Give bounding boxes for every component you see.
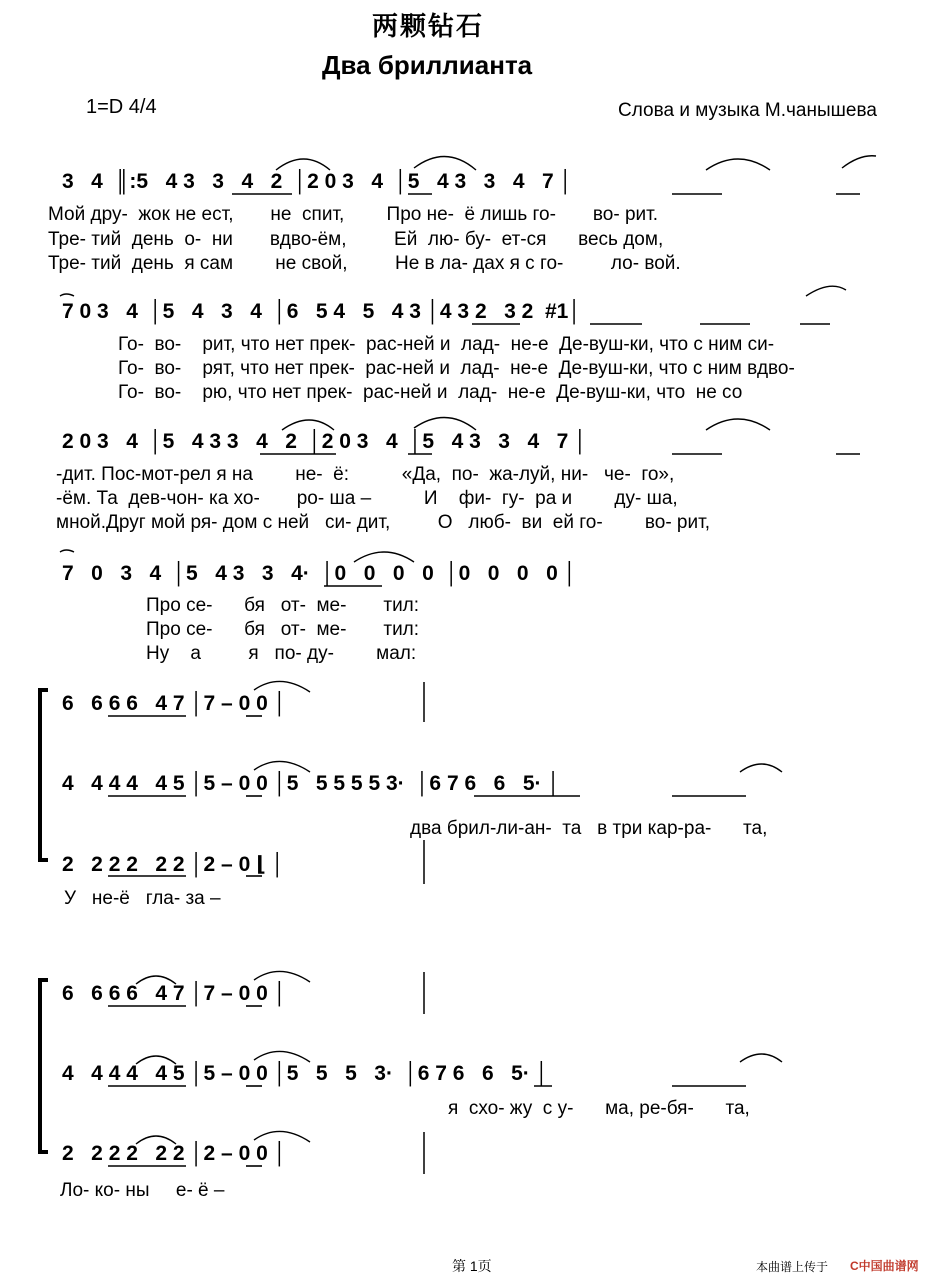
- title-russian: Два бриллианта: [322, 50, 533, 80]
- notes-system-4: 7 0 3 4 │5 4 3 3 4· │0 0 0 0 │0 0 0 0 │: [62, 562, 577, 585]
- tie: [842, 156, 876, 168]
- site-name: 中国曲谱网: [858, 1259, 919, 1273]
- tie: [740, 1054, 782, 1062]
- chorus-2-part-2-lyric: я схо- жу с у- ма, ре-бя- та,: [448, 1098, 750, 1119]
- lyric-system-1-verse-1: Мой дру- жок не ест, не спит, Про не- ё лишь го- во- рит.: [48, 204, 658, 225]
- tie: [706, 419, 770, 430]
- tie: [254, 1051, 310, 1062]
- tie: [354, 552, 414, 562]
- chorus-2-part-3-lyric: Ло- ко- ны е- ё –: [60, 1180, 225, 1201]
- notes-system-1: 3 4 ║:5 4 3 3 4 2 │2 0 3 4 │5 4 3 3 4 7 │: [62, 170, 573, 193]
- lyric-system-1-verse-3: Тре- тий день я сам не свой, Не в ла- дах я с го- ло- вой.: [48, 253, 681, 274]
- lyric-system-3-verse-2: -ём. Та дев-чон- ка хо- ро- ша – И фи- гу- ра и ду- ша,: [56, 488, 678, 509]
- tie: [740, 764, 782, 772]
- tie: [136, 976, 176, 984]
- tie: [136, 1056, 176, 1064]
- tie: [254, 971, 310, 982]
- tie: [254, 681, 310, 692]
- chorus-2-part-3-notes: 2 2 2 2 2 2 │2 – 0 0 │: [62, 1142, 287, 1165]
- lyric-system-4-verse-2: Про се- бя от- ме- тил:: [146, 619, 420, 640]
- chorus-1-part-2-lyric: два брил-ли-ан- та в три кар-ра- та,: [410, 818, 768, 839]
- lyric-system-4-verse-1: Про се- бя от- ме- тил:: [146, 595, 420, 616]
- site-logo: [850, 1257, 919, 1274]
- lyric-system-3-verse-3: мной.Друг мой ря- дом с ней си- дит, О люб- ви ей го- во- рит,: [56, 512, 710, 533]
- chorus-1-part-3-notes: 2 2 2 2 2 2 │2 – 0 ⌊ │: [62, 853, 285, 876]
- tie: [136, 1136, 176, 1144]
- logo-icon: C: [850, 1259, 859, 1273]
- tie: [806, 286, 846, 296]
- credit-line: Слова и музыка М.чанышева: [618, 100, 877, 121]
- tie: [276, 159, 330, 170]
- lyric-system-2-verse-3: Го- во- рю, что нет прек- рас-ней и лад- не-е Де-вуш-ки, что не со: [118, 382, 743, 403]
- tie: [254, 1131, 310, 1142]
- chorus-1-part-3-lyric: У не-ё гла- за –: [64, 888, 221, 909]
- notes-system-2: 7 0 3 4 │5 4 3 4 │6 5 4 5 4 3 │4 3 2 3 2 #1│: [62, 300, 582, 323]
- lyric-system-3-verse-1: -дит. Пос-мот-рел я на не- ё: «Да, по- жа-луй, ни- че- го»,: [56, 464, 675, 485]
- chorus-1-part-2-notes: 4 4 4 4 4 5 │5 – 0 0 │5 5 5 5 5 3· │6 7 6 6 5· │: [62, 772, 561, 795]
- title-chinese: 两颗钻石: [372, 12, 485, 42]
- page-number: 第 1页: [452, 1258, 492, 1274]
- tie: [706, 159, 770, 170]
- chorus-2-bracket: [40, 980, 48, 1152]
- chorus-2-part-1-notes: 6 6 6 6 4 7 │7 – 0 0 │: [62, 982, 287, 1005]
- tie: [254, 761, 310, 772]
- tie: [414, 156, 476, 170]
- lyric-system-1-verse-2: Тре- тий день о- ни вдво-ём, Ей лю- бу- ет-ся весь дом,: [48, 229, 664, 250]
- tie: [60, 550, 74, 552]
- key-time-signature: 1=D 4/4: [86, 96, 157, 118]
- chorus-1-part-1-notes: 6 6 6 6 4 7 │7 – 0 0 │: [62, 692, 287, 715]
- lyric-system-4-verse-3: Ну а я по- ду- мал:: [146, 643, 417, 664]
- tie: [414, 417, 476, 430]
- tie: [282, 420, 334, 430]
- chorus-2-part-2-notes: 4 4 4 4 4 5 │5 – 0 0 │5 5 5 3· │6 7 6 6 5· │: [62, 1062, 549, 1085]
- tie: [60, 294, 74, 296]
- upload-note: 本曲谱上传于: [756, 1260, 829, 1274]
- lyric-system-2-verse-2: Го- во- рят, что нет прек- рас-ней и лад- не-е Де-вуш-ки, что с ним вдво-: [118, 358, 795, 379]
- notes-system-3: 2 0 3 4 │5 4 3 3 4 2 │2 0 3 4 │5 4 3 3 4 7 │: [62, 430, 588, 453]
- lyric-system-2-verse-1: Го- во- рит, что нет прек- рас-ней и лад- не-е Де-вуш-ки, что с ним си-: [118, 334, 775, 355]
- chorus-1-bracket: [40, 690, 48, 860]
